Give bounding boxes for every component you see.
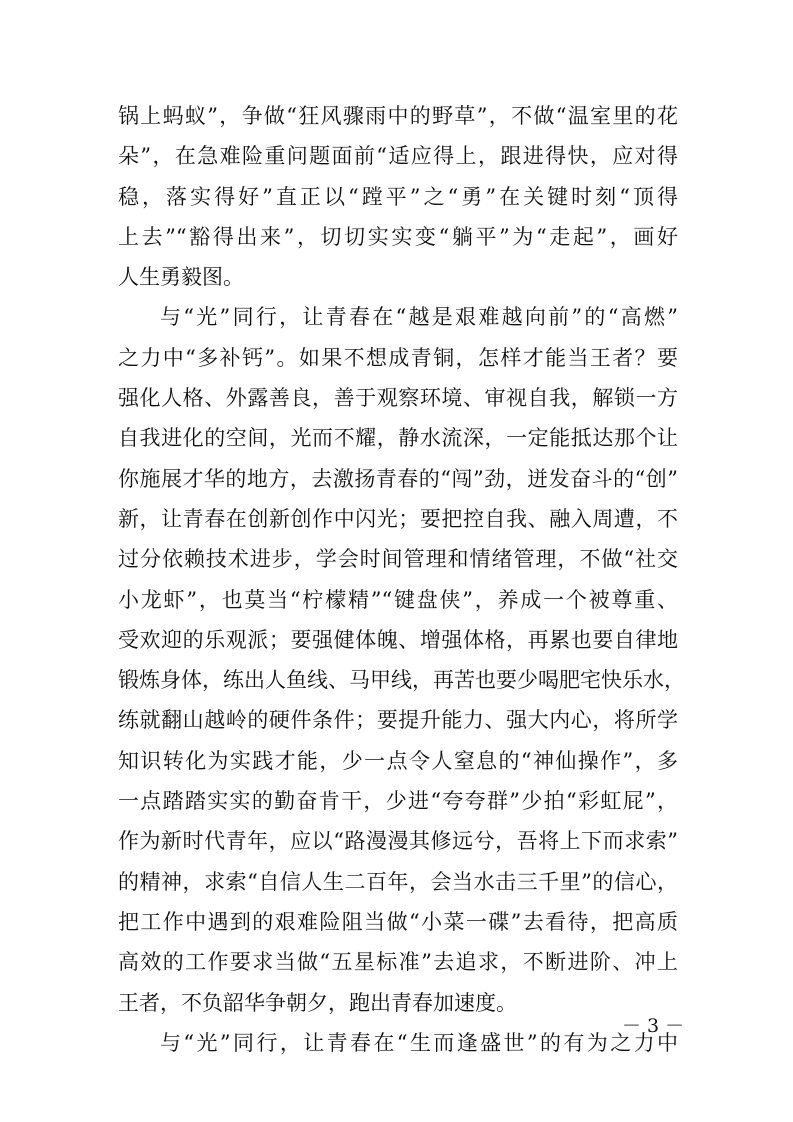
text-line: 的精神，求索“自信人生二百年，会当水击三千里”的信心， <box>118 869 678 894</box>
page-number: － 3 － <box>622 1015 685 1037</box>
text-line: 知识转化为实践才能，少一点令人窒息的“神仙操作”，多 <box>118 748 678 773</box>
text-line: 作为新时代青年，应以“路漫漫其修远兮，吾将上下而求索” <box>118 829 678 854</box>
text-line: 朵”，在急难险重问题面前“适应得上，跟进得快，应对得 <box>118 144 678 169</box>
text-line: 把工作中遇到的艰难险阻当做“小菜一碟”去看待，把高质 <box>118 909 678 934</box>
text-line: 锅上蚂蚁”，争做“狂风骤雨中的野草”，不做“温室里的花 <box>118 104 678 128</box>
text-line: 强化人格、外露善良，善于观察环境、审视自我，解锁一方 <box>118 386 678 411</box>
text-line: 自我进化的空间，光而不耀，静水流深，一定能抵达那个让 <box>118 426 678 451</box>
text-line: 新，让青春在创新创作中闪光；要把控自我、融入周遭，不 <box>118 506 678 531</box>
text-line: 练就翻山越岭的硬件条件；要提升能力、强大内心，将所学 <box>118 708 678 733</box>
text-line: 稳，落实得好”直正以“蹚平”之“勇”在关键时刻“顶得 <box>118 184 678 209</box>
text-line: 一点踏踏实实的勤奋肯干，少进“夸夸群”少拍“彩虹屁”， <box>118 789 678 814</box>
text-line: 与“光”同行，让青春在“生而逢盛世”的有为之力中 <box>160 1030 678 1055</box>
body-text <box>118 96 685 1063</box>
paragraph-1 <box>118 96 678 297</box>
text-line: 高效的工作要求当做“五星标准”去追求，不断进阶、冲上 <box>118 950 678 975</box>
text-line: 锻炼身体，练出人鱼线、马甲线，再苦也要少喝肥宅快乐水， <box>118 668 685 693</box>
text-line: 之力中“多补钙”。如果不想成青铜，怎样才能当王者？要 <box>118 345 678 370</box>
text-line: 王者，不负韶华争朝夕，跑出青春加速度。 <box>118 990 517 1015</box>
text-line: 小龙虾”，也莫当“柠檬精”“键盘侠”，养成一个被尊重、 <box>118 587 678 612</box>
text-line: 人生勇毅图。 <box>118 265 244 290</box>
paragraph-2 <box>118 297 685 1022</box>
text-line: 与“光”同行，让青春在“越是艰难越向前”的“高燃” <box>160 305 678 330</box>
paragraph-3 <box>118 1023 678 1063</box>
text-line: 你施展才华的地方，去激扬青春的“闯”劲，迸发奋斗的“创” <box>118 466 678 491</box>
text-line: 上去”“豁得出来”，切切实实变“躺平”为“走起”，画好 <box>118 224 678 249</box>
text-line: 受欢迎的乐观派；要强健体魄、增强体格，再累也要自律地 <box>118 627 678 652</box>
text-line: 过分依赖技术进步，学会时间管理和情绪管理，不做“社交 <box>118 547 678 572</box>
